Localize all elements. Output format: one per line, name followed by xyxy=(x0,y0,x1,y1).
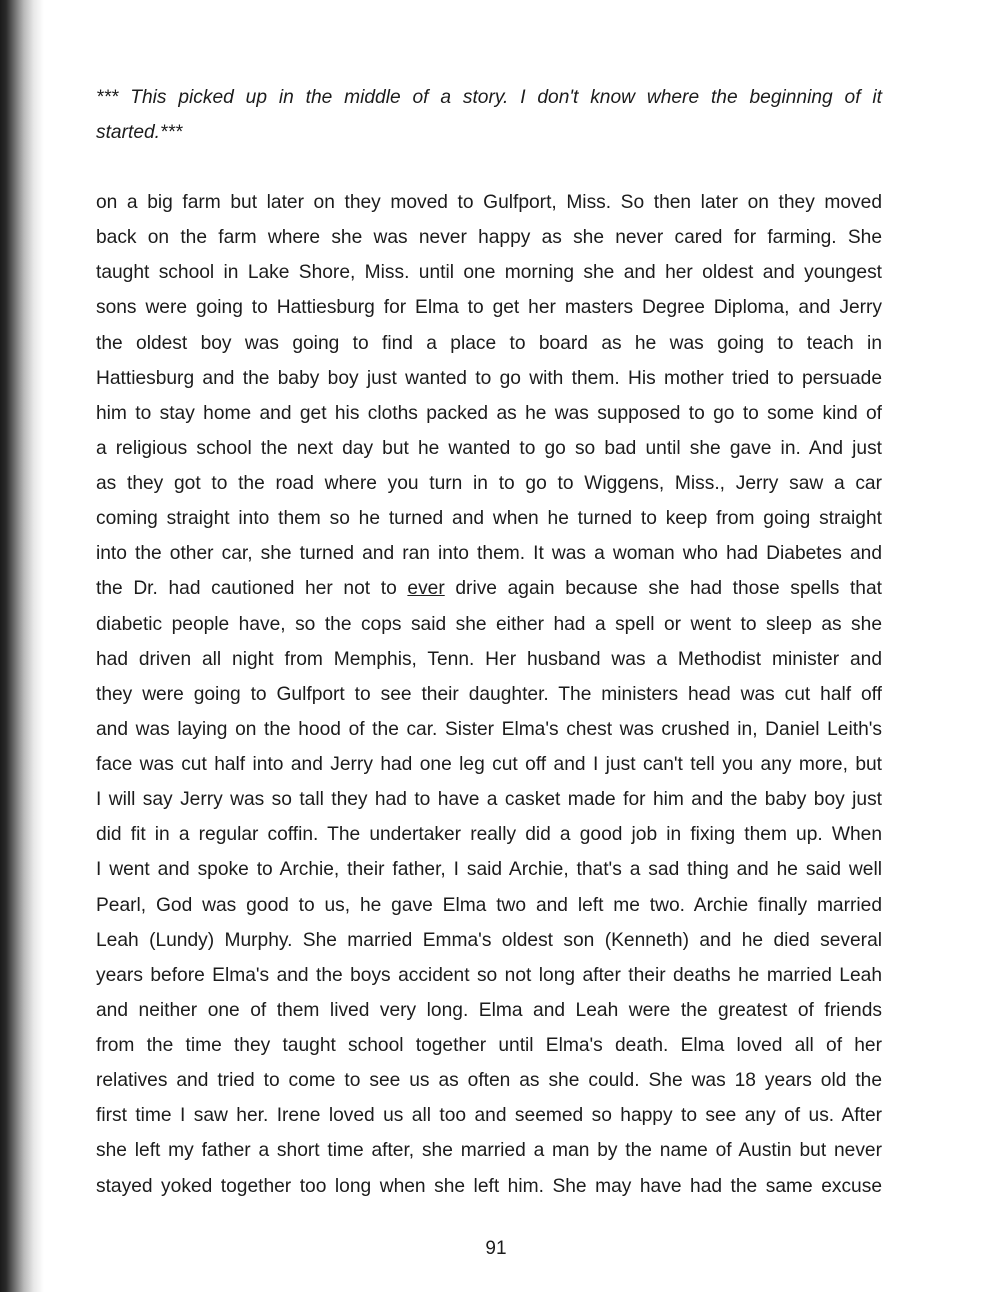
text-line: coming straight into them so he turned and when he turned to keep from going straight xyxy=(96,508,882,530)
text-line: and neither one of them lived very long. Elma and Leah were the greatest of friends xyxy=(96,999,882,1021)
text-line: as they got to the road where you turn in to go to Wiggens, Miss., Jerry saw a car xyxy=(96,473,882,494)
text-line: diabetic people have, so the cops said she either had a spell or went to sleep as she xyxy=(96,613,882,635)
text-line: relatives and tried to come to see us as often as she could. She was 18 years old the xyxy=(96,1070,882,1092)
text-line: the oldest boy was going to find a place to board as he was going to teach in xyxy=(96,332,882,354)
text-line-underlined xyxy=(96,571,882,606)
text-line: and was laying on the hood of the car. Sister Elma's chest was crushed in, Daniel Leith's xyxy=(96,718,882,740)
text-line: taught school in Lake Shore, Miss. until one morning she and her oldest and youngest xyxy=(96,262,882,284)
text-line: back on the farm where she was never happy as she never cared for farming. She xyxy=(96,227,882,249)
text-line: Hattiesburg and the baby boy just wanted to go with them. His mother tried to persuade xyxy=(96,367,882,389)
editor-note xyxy=(96,80,882,150)
text-line: Leah (Lundy) Murphy. She married Emma's oldest son (Kenneth) and he died several xyxy=(96,929,882,951)
body-paragraph xyxy=(96,185,882,1204)
text-line: years before Elma's and the boys accident so not long after their deaths he married Leah xyxy=(96,964,882,986)
text-line: him to stay home and get his cloths packed as he was supposed to go to some kind of xyxy=(96,402,882,424)
text-line: on a big farm but later on they moved to Gulfport, Miss. So then later on they moved xyxy=(96,192,882,213)
text-segment: drive again because she had those spells that xyxy=(444,578,882,600)
text-line: stayed yoked together too long when she left him. She may have had the same excuse xyxy=(96,1175,882,1197)
text-line: first time I saw her. Irene loved us all too and seemed so happy to see any of us. After xyxy=(96,1105,882,1127)
text-line: I will say Jerry was so tall they had to have a casket made for him and the baby boy just xyxy=(96,789,882,811)
text-segment: the Dr. had cautioned her not to xyxy=(96,578,408,600)
text-line: she left my father a short time after, she married a man by the name of Austin but never xyxy=(96,1140,882,1162)
editor-note-line: *** This picked up in the middle of a story. I don't know where the beginning of it xyxy=(96,87,882,108)
text-line: a religious school the next day but he wanted to go so bad until she gave in. And just xyxy=(96,437,882,459)
book-binding-shadow xyxy=(0,0,44,1292)
page-number: 91 xyxy=(485,1238,507,1259)
text-line: they were going to Gulfport to see their daughter. The ministers head was cut half off xyxy=(96,683,882,705)
text-line: Pearl, God was good to us, he gave Elma two and left me two. Archie finally married xyxy=(96,894,882,916)
text-line: sons were going to Hattiesburg for Elma to get her masters Degree Diploma, and Jerry xyxy=(96,297,882,319)
editor-note-line: started.*** xyxy=(96,122,183,143)
text-line: I went and spoke to Archie, their father, I said Archie, that's a sad thing and he said well xyxy=(96,859,882,881)
text-line: into the other car, she turned and ran into them. It was a woman who had Diabetes and xyxy=(96,543,882,565)
underlined-word: ever xyxy=(407,578,445,600)
text-line: face was cut half into and Jerry had one leg cut off and I just can't tell you any more, but xyxy=(96,754,882,775)
text-line: did fit in a regular coffin. The undertaker really did a good job in fixing them up. When xyxy=(96,824,882,846)
text-line: from the time they taught school together until Elma's death. Elma loved all of her xyxy=(96,1035,882,1056)
text-line: had driven all night from Memphis, Tenn. Her husband was a Methodist minister and xyxy=(96,648,882,670)
